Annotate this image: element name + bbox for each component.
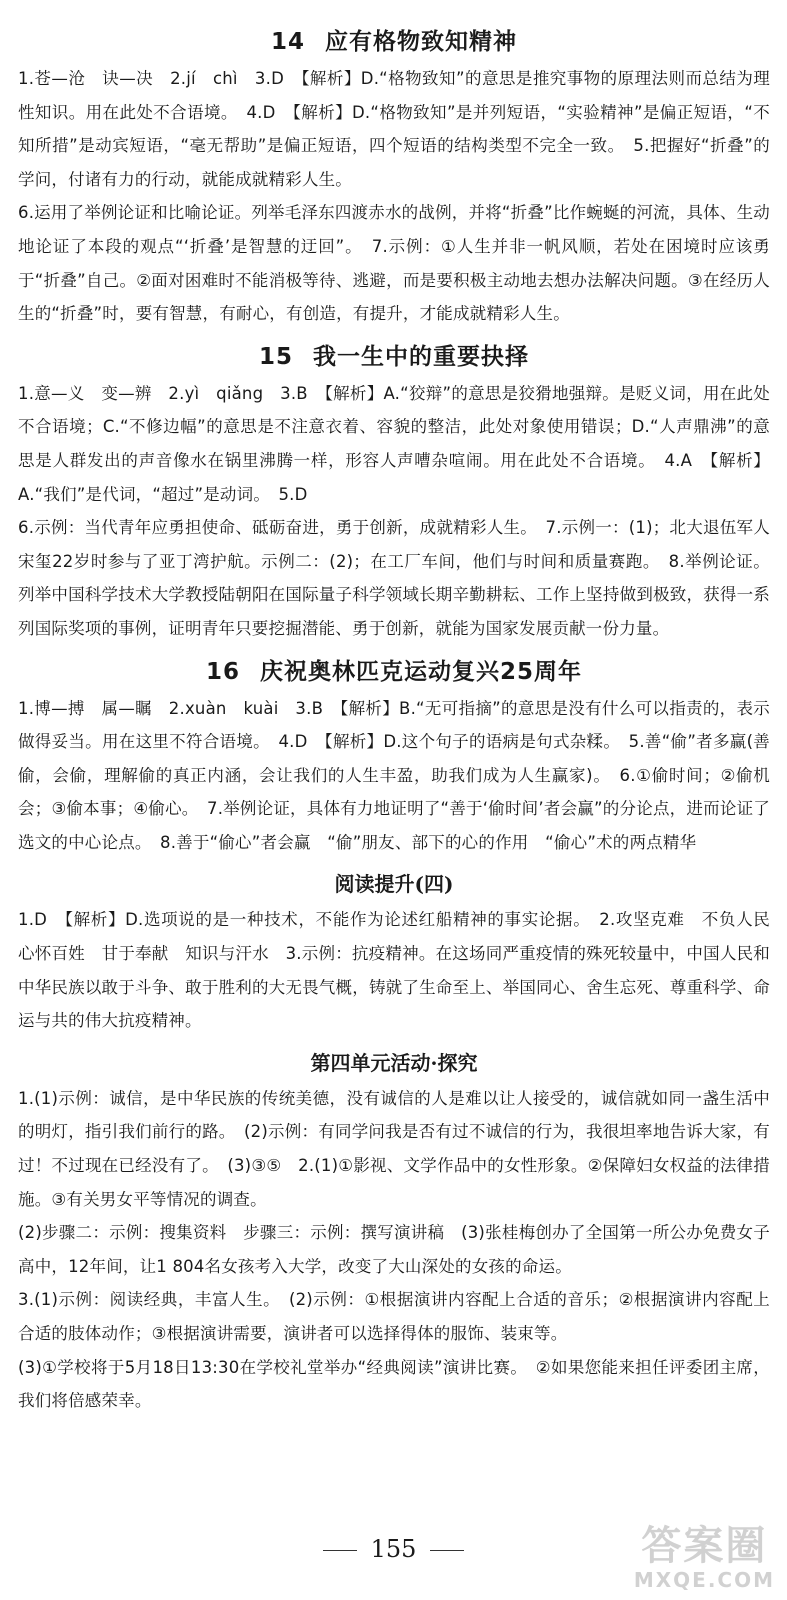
page-number-dash-left [323,1550,357,1551]
answer-paragraph: 6.示例：当代青年应勇担使命、砥砺奋进，勇于创新，成就精彩人生。 7.示例一：(1)；北大退伍军人宋玺22岁时参与了亚丁湾护航。示例二：(2)；在工厂车间，他们与时间和质量赛跑。 8.举例论证。列举中国科学技术大学教授陆朝阳在国际量子科学领域长期辛勤耕耘、工作上坚持做到极致，获得一系列国际奖项的事例，证明青年只要挖掘潜能、勇于创新，就能为国家发展贡献一份力量。 [18,518,770,638]
unit-activity [18,1044,770,1418]
section-number: 14 [270,29,305,55]
section-16 [18,652,770,860]
section-heading: 庆祝奥林匹克运动复兴25周年 [260,658,583,685]
section-number: 16 [205,658,240,685]
answer-paragraph: 1.博—搏 属—瞩 2.xuàn kuài 3.B 【解析】B.“无可指摘”的意思是没有什么可以指责的，表示做得妥当。用在这里不符合语境。 4.D 【解析】D.这个句子的语病是句式杂糅。 5.善“偷”者多赢(善偷，会偷，理解偷的真正内涵，会让我们的人生丰盈，助我们成为人生赢家)。 6.①偷时间；②偷机会；③偷本事；④偷心。 7.举例论证，具体有力地证明了“善于‘偷时间’者会赢”的分论点，进而论证了选文的中心论点。 8.善于“偷心”者会赢 “偷”朋友、部下的心的作用 “偷心”术的两点精华 [18,698,770,852]
page-number-dash-right [430,1550,464,1551]
section-14 [18,22,770,331]
answer-page [18,22,787,1424]
section-heading: 应有格物致知精神 [325,29,517,55]
section-title [18,337,770,377]
subsection-title: 第四单元活动·探究 [310,1050,478,1075]
section-heading: 我一生中的重要抉择 [313,343,529,370]
section-title [18,22,770,62]
section-number: 15 [258,343,293,370]
answer-paragraph: 3.(1)示例：阅读经典，丰富人生。 (2)示例：①根据演讲内容配上合适的音乐；②根据演讲内容配上合适的肢体动作；③根据演讲需要，演讲者可以选择得体的服饰、装束等。 [18,1290,770,1343]
watermark-top: 答案圈 [641,1523,768,1569]
reading-improvement [18,865,787,1037]
answer-paragraph: 1.(1)示例：诚信，是中华民族的传统美德，没有诚信的人是难以让人接受的，诚信就如同一盏生活中的明灯，指引我们前行的路。 (2)示例：有同学问我是否有过不诚信的行为，我很坦率地告诉大家，有过！不过现在已经没有了。 (3)③⑤ 2.(1)①影视、文学作品中的女性形象。②保障妇女权益的法律措施。③有关男女平等情况的调查。 [18,1088,770,1209]
section-title [18,652,770,692]
watermark-logo [634,1524,775,1592]
answer-paragraph: 1.意—义 变—辨 2.yì qiǎng 3.B 【解析】A.“狡辩”的意思是狡猾地强辩。是贬义词，用在此处不合语境；C.“不修边幅”的意思是不注意衣着、容貌的整洁，此处对象使用错误；D.“人声鼎沸”的意思是人群发出的声音像水在锅里沸腾一样，形容人声嘈杂喧闹。用在此处不合语境。 4.A 【解析】A.“我们”是代词，“超过”是动词。 5.D [18,383,770,504]
answer-paragraph: 1.D 【解析】D.选项说的是一种技术，不能作为论述红船精神的事实论据。 2.攻坚克难 不负人民 心怀百姓 甘于奉献 知识与汗水 3.示例：抗疫精神。在这场同严重疫情的殊死较量中，中国人民和中华民族以敢于斗争、敢于胜利的大无畏气概，铸就了生命至上、举国同心、舍生忘死、尊重科学、命运与共的伟大抗疫精神。 [18,910,787,1031]
section-15 [18,337,770,646]
page-number-text: 155 [370,1535,417,1563]
answer-paragraph: 6.运用了举例论证和比喻论证。列举毛泽东四渡赤水的战例，并将“折叠”比作蜿蜒的河流，具体、生动地论证了本段的观点“‘折叠’是智慧的迂回”。 7.示例：①人生并非一帆风顺，若处在困境时应该勇于“折叠”自己。②面对困难时不能消极等待、逃避，而是要积极主动地去想办法解决问题。③在经历人生的“折叠”时，要有智慧，有耐心，有创造，有提升，才能成就精彩人生。 [18,203,770,324]
subsection-title: 阅读提升(四) [334,872,454,897]
answer-paragraph: (3)①学校将于5月18日13:30在学校礼堂举办“经典阅读”演讲比赛。 ②如果您能来担任评委团主席，我们将倍感荣幸。 [18,1357,770,1411]
watermark-bottom: MXQE.COM [633,1568,775,1592]
answer-paragraph: (2)步骤二：示例：搜集资料 步骤三：示例：撰写演讲稿 (3)张桂梅创办了全国第一所公办免费女子高中，12年间，让1 804名女孩考入大学，改变了大山深处的女孩的命运。 [18,1223,770,1276]
answer-paragraph: 1.苍—沧 诀—决 2.jí chì 3.D 【解析】D.“格物致知”的意思是推究事物的原理法则而总结为理性知识。用在此处不合语境。 4.D 【解析】D.“格物致知”是并列短语，“实验精神”是偏正短语，“不知所措”是动宾短语，“毫无帮助”是偏正短语，四个短语的结构类型不完全一致。 5.把握好“折叠”的学问，付诸有力的行动，就能成就精彩人生。 [18,69,770,189]
